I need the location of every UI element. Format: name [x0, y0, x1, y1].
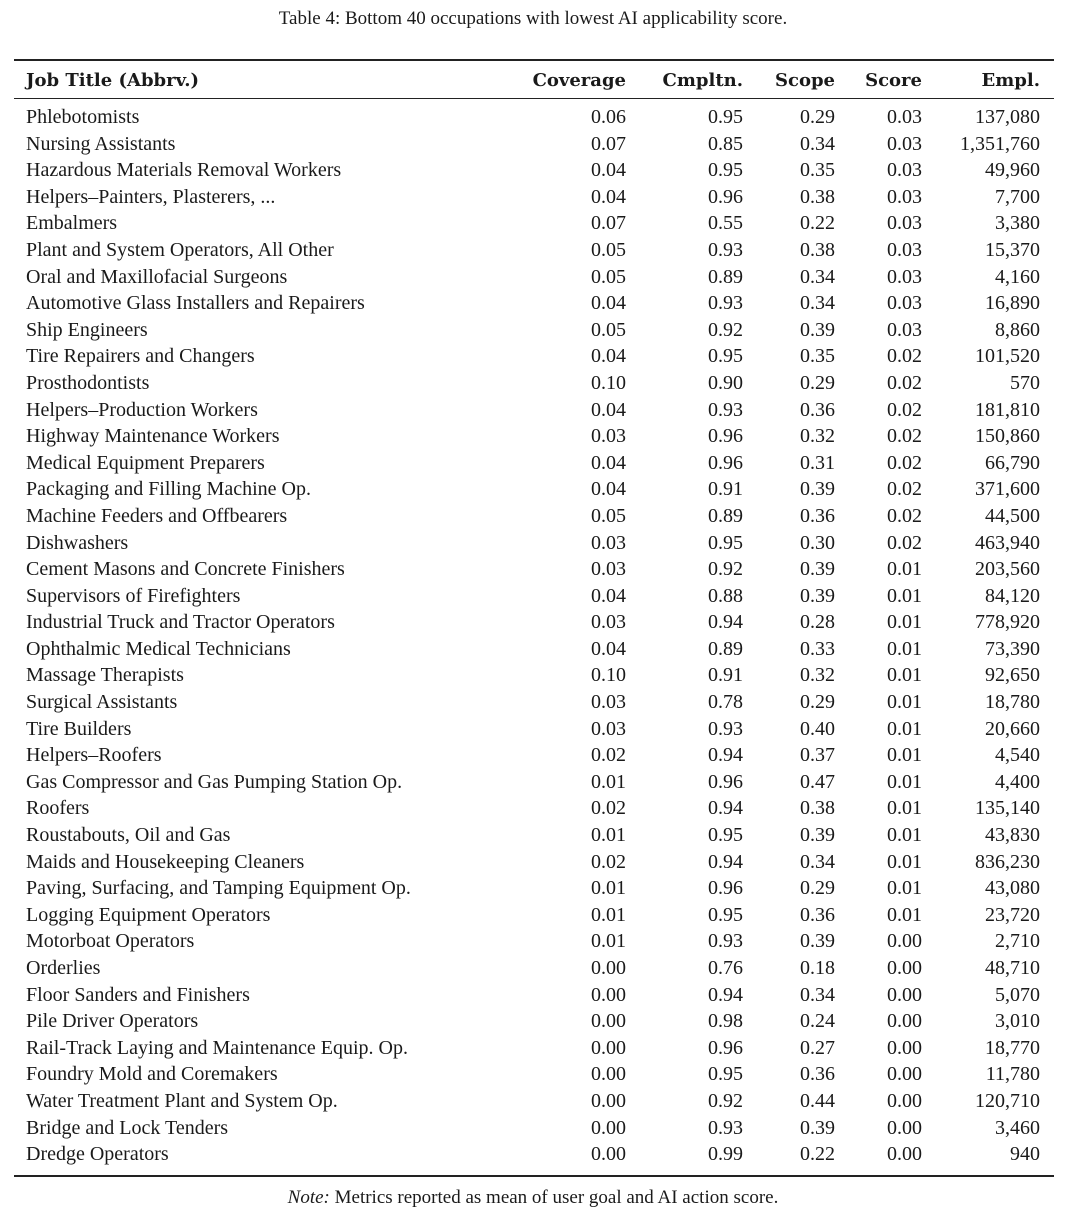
- completion-cell: 0.92: [708, 318, 743, 341]
- completion-cell: 0.95: [708, 345, 743, 368]
- job-title-cell: Orderlies: [26, 957, 101, 979]
- coverage-cell: 0.02: [591, 744, 626, 767]
- score-cell: 0.03: [887, 318, 922, 341]
- table-row: [14, 450, 1054, 477]
- completion-cell: 0.90: [708, 371, 743, 394]
- table-row: [14, 98, 1054, 131]
- note-text: Metrics reported as mean of user goal and AI action score.: [334, 1187, 779, 1208]
- table-row: [14, 131, 1054, 158]
- employment-cell: 11,780: [985, 1063, 1040, 1086]
- scope-cell: 0.35: [800, 159, 835, 182]
- job-title-cell: Machine Feeders and Offbearers: [26, 504, 288, 527]
- table-row: [14, 343, 1054, 370]
- completion-cell: 0.93: [708, 1116, 743, 1139]
- table-row: [14, 1035, 1054, 1062]
- job-title-cell: Rail-Track Laying and Maintenance Equip. Op.: [26, 1036, 408, 1059]
- completion-cell: 0.92: [708, 558, 743, 581]
- table-row: [14, 530, 1054, 557]
- job-title-cell: Massage Therapists: [26, 664, 184, 687]
- completion-cell: 0.95: [708, 824, 743, 847]
- coverage-cell: 0.05: [591, 318, 626, 341]
- job-title-cell: Helpers–Roofers: [26, 744, 162, 767]
- employment-cell: 20,660: [985, 717, 1040, 740]
- table-row: [14, 875, 1054, 902]
- coverage-cell: 0.04: [591, 584, 626, 607]
- coverage-cell: 0.00: [591, 983, 626, 1006]
- coverage-cell: 0.03: [591, 611, 626, 634]
- completion-cell: 0.94: [708, 850, 743, 873]
- table-row: [14, 1115, 1054, 1142]
- employment-cell: 73,390: [985, 637, 1040, 660]
- score-cell: 0.03: [887, 265, 922, 288]
- completion-cell: 0.96: [708, 425, 743, 448]
- scope-cell: 0.29: [800, 691, 835, 714]
- scope-cell: 0.35: [800, 345, 835, 368]
- bottom-rule: [14, 1175, 1054, 1177]
- completion-cell: 0.94: [708, 611, 743, 634]
- score-cell: 0.01: [887, 903, 922, 926]
- employment-cell: 44,500: [985, 504, 1040, 527]
- scope-cell: 0.18: [800, 957, 835, 979]
- score-cell: 0.02: [887, 478, 922, 501]
- job-title-cell: Bridge and Lock Tenders: [26, 1116, 229, 1139]
- completion-cell: 0.96: [708, 451, 743, 474]
- scope-cell: 0.33: [800, 637, 835, 660]
- employment-cell: 49,960: [985, 159, 1040, 182]
- job-title-cell: Medical Equipment Preparers: [26, 451, 265, 474]
- scope-cell: 0.36: [800, 1063, 835, 1086]
- coverage-cell: 0.04: [591, 398, 626, 421]
- score-cell: 0.00: [887, 1010, 922, 1033]
- coverage-cell: 0.04: [591, 292, 626, 315]
- table-row: [14, 689, 1054, 716]
- employment-cell: 371,600: [975, 478, 1040, 501]
- score-cell: 0.02: [887, 504, 922, 527]
- table-row: [14, 1141, 1054, 1168]
- score-cell: 0.01: [887, 691, 922, 714]
- completion-cell: 0.93: [708, 398, 743, 421]
- score-cell: 0.03: [887, 292, 922, 315]
- job-title-cell: Prosthodontists: [26, 371, 150, 394]
- completion-cell: 0.78: [708, 691, 743, 714]
- scope-cell: 0.40: [800, 717, 835, 740]
- header-job-title: Job Title (Abbrv.): [26, 69, 200, 91]
- header-employment: Empl.: [981, 69, 1040, 91]
- table-row: [14, 237, 1054, 264]
- completion-cell: 0.98: [708, 1010, 743, 1033]
- coverage-cell: 0.02: [591, 850, 626, 873]
- scope-cell: 0.37: [800, 744, 835, 767]
- employment-cell: 18,770: [985, 1036, 1040, 1059]
- coverage-cell: 0.01: [591, 770, 626, 793]
- job-title-cell: Paving, Surfacing, and Tamping Equipment Op.: [26, 877, 411, 900]
- table-row: [14, 184, 1054, 211]
- table-row: [14, 157, 1054, 184]
- employment-cell: 43,830: [985, 824, 1040, 847]
- score-cell: 0.03: [887, 159, 922, 182]
- employment-cell: 48,710: [985, 957, 1040, 979]
- completion-cell: 0.93: [708, 292, 743, 315]
- table-row: [14, 210, 1054, 237]
- score-cell: 0.02: [887, 425, 922, 448]
- table-row: [14, 982, 1054, 1009]
- top-rule: [14, 59, 1054, 61]
- coverage-cell: 0.05: [591, 238, 626, 261]
- table-row: [14, 769, 1054, 796]
- table-row: [14, 317, 1054, 344]
- coverage-cell: 0.04: [591, 637, 626, 660]
- table-row: [14, 1061, 1054, 1088]
- scope-cell: 0.29: [800, 371, 835, 394]
- job-title-cell: Motorboat Operators: [26, 930, 195, 953]
- score-cell: 0.01: [887, 770, 922, 793]
- scope-cell: 0.36: [800, 504, 835, 527]
- score-cell: 0.02: [887, 345, 922, 368]
- job-title-cell: Surgical Assistants: [26, 691, 178, 714]
- completion-cell: 0.96: [708, 1036, 743, 1059]
- completion-cell: 0.85: [708, 132, 743, 155]
- table-row: [14, 476, 1054, 503]
- job-title-cell: Ship Engineers: [26, 318, 148, 341]
- coverage-cell: 0.04: [591, 185, 626, 208]
- table-row: [14, 795, 1054, 822]
- scope-cell: 0.47: [800, 770, 835, 793]
- score-cell: 0.02: [887, 451, 922, 474]
- table-caption: Table 4: Bottom 40 occupations with lowest AI applicability score.: [278, 8, 788, 29]
- completion-cell: 0.89: [708, 265, 743, 288]
- coverage-cell: 0.02: [591, 797, 626, 820]
- scope-cell: 0.30: [800, 531, 835, 554]
- scope-cell: 0.38: [800, 185, 835, 208]
- employment-cell: 92,650: [985, 664, 1040, 687]
- scope-cell: 0.34: [800, 265, 835, 288]
- score-cell: 0.01: [887, 797, 922, 820]
- employment-cell: 4,540: [995, 744, 1040, 767]
- table-row: [14, 290, 1054, 317]
- coverage-cell: 0.06: [591, 106, 626, 128]
- scope-cell: 0.39: [800, 1116, 835, 1139]
- score-cell: 0.03: [887, 212, 922, 235]
- coverage-cell: 0.04: [591, 478, 626, 501]
- table-row: [14, 583, 1054, 610]
- coverage-cell: 0.01: [591, 877, 626, 900]
- header-score: Score: [865, 69, 922, 91]
- completion-cell: 0.95: [708, 903, 743, 926]
- employment-cell: 23,720: [985, 903, 1040, 926]
- employment-cell: 16,890: [985, 292, 1040, 315]
- completion-cell: 0.96: [708, 185, 743, 208]
- job-title-cell: Dredge Operators: [26, 1143, 169, 1166]
- coverage-cell: 0.10: [591, 371, 626, 394]
- table-row: [14, 423, 1054, 450]
- scope-cell: 0.44: [800, 1089, 835, 1112]
- coverage-cell: 0.03: [591, 691, 626, 714]
- completion-cell: 0.91: [708, 478, 743, 501]
- job-title-cell: Nursing Assistants: [26, 132, 176, 155]
- employment-cell: 1,351,760: [960, 132, 1040, 155]
- completion-cell: 0.96: [708, 877, 743, 900]
- scope-cell: 0.34: [800, 983, 835, 1006]
- employment-cell: 940: [1010, 1143, 1040, 1166]
- employment-cell: 101,520: [975, 345, 1040, 368]
- coverage-cell: 0.01: [591, 930, 626, 953]
- completion-cell: 0.88: [708, 584, 743, 607]
- table-body: [14, 98, 1054, 1168]
- employment-cell: 84,120: [985, 584, 1040, 607]
- table-row: [14, 609, 1054, 636]
- job-title-cell: Pile Driver Operators: [26, 1010, 199, 1033]
- job-title-cell: Foundry Mold and Coremakers: [26, 1063, 278, 1086]
- scope-cell: 0.39: [800, 478, 835, 501]
- coverage-cell: 0.03: [591, 717, 626, 740]
- table-note: [0, 1187, 1066, 1209]
- scope-cell: 0.22: [800, 1143, 835, 1166]
- score-cell: 0.01: [887, 664, 922, 687]
- employment-cell: 3,380: [995, 212, 1040, 235]
- employment-cell: 43,080: [985, 877, 1040, 900]
- completion-cell: 0.93: [708, 930, 743, 953]
- scope-cell: 0.36: [800, 398, 835, 421]
- job-title-cell: Packaging and Filling Machine Op.: [26, 478, 311, 501]
- employment-cell: 120,710: [975, 1089, 1040, 1112]
- table-row: [14, 1008, 1054, 1035]
- job-title-cell: Embalmers: [26, 212, 118, 235]
- job-title-cell: Maids and Housekeeping Cleaners: [26, 850, 305, 873]
- scope-cell: 0.32: [800, 664, 835, 687]
- employment-cell: 203,560: [975, 558, 1040, 581]
- table-row: [14, 370, 1054, 397]
- scope-cell: 0.34: [800, 132, 835, 155]
- table-row: [14, 662, 1054, 689]
- score-cell: 0.03: [887, 185, 922, 208]
- header-row: [14, 62, 1054, 98]
- table-row: [14, 742, 1054, 769]
- job-title-cell: Roustabouts, Oil and Gas: [26, 824, 231, 847]
- completion-cell: 0.92: [708, 1089, 743, 1112]
- occupations-table: [14, 62, 1054, 1168]
- scope-cell: 0.39: [800, 584, 835, 607]
- coverage-cell: 0.01: [591, 903, 626, 926]
- completion-cell: 0.89: [708, 637, 743, 660]
- score-cell: 0.01: [887, 637, 922, 660]
- job-title-cell: Ophthalmic Medical Technicians: [26, 637, 291, 660]
- scope-cell: 0.29: [800, 877, 835, 900]
- scope-cell: 0.38: [800, 797, 835, 820]
- score-cell: 0.01: [887, 824, 922, 847]
- job-title-cell: Plant and System Operators, All Other: [26, 238, 334, 261]
- job-title-cell: Dishwashers: [26, 531, 129, 554]
- scope-cell: 0.36: [800, 903, 835, 926]
- completion-cell: 0.95: [708, 531, 743, 554]
- employment-cell: 463,940: [975, 531, 1040, 554]
- completion-cell: 0.95: [708, 106, 743, 128]
- table-row: [14, 556, 1054, 583]
- score-cell: 0.00: [887, 957, 922, 979]
- completion-cell: 0.99: [708, 1143, 743, 1166]
- coverage-cell: 0.00: [591, 1036, 626, 1059]
- header-coverage: Coverage: [532, 69, 626, 91]
- table-row: [14, 849, 1054, 876]
- score-cell: 0.00: [887, 983, 922, 1006]
- score-cell: 0.01: [887, 558, 922, 581]
- completion-cell: 0.95: [708, 1063, 743, 1086]
- score-cell: 0.03: [887, 106, 922, 128]
- coverage-cell: 0.03: [591, 531, 626, 554]
- job-title-cell: Helpers–Painters, Plasterers, ...: [26, 185, 276, 208]
- employment-cell: 836,230: [975, 850, 1040, 873]
- employment-cell: 778,920: [975, 611, 1040, 634]
- job-title-cell: Automotive Glass Installers and Repairers: [26, 292, 365, 315]
- job-title-cell: Industrial Truck and Tractor Operators: [26, 611, 335, 634]
- employment-cell: 135,140: [975, 797, 1040, 820]
- scope-cell: 0.32: [800, 425, 835, 448]
- table-row: [14, 822, 1054, 849]
- employment-cell: 150,860: [975, 425, 1040, 448]
- score-cell: 0.00: [887, 1036, 922, 1059]
- scope-cell: 0.39: [800, 930, 835, 953]
- scope-cell: 0.24: [800, 1010, 835, 1033]
- coverage-cell: 0.00: [591, 1010, 626, 1033]
- employment-cell: 3,460: [995, 1116, 1040, 1139]
- score-cell: 0.01: [887, 877, 922, 900]
- score-cell: 0.01: [887, 611, 922, 634]
- table-row: [14, 928, 1054, 955]
- scope-cell: 0.22: [800, 212, 835, 235]
- coverage-cell: 0.04: [591, 159, 626, 182]
- job-title-cell: Roofers: [26, 797, 90, 820]
- score-cell: 0.02: [887, 371, 922, 394]
- job-title-cell: Floor Sanders and Finishers: [26, 983, 250, 1006]
- job-title-cell: Cement Masons and Concrete Finishers: [26, 558, 345, 581]
- score-cell: 0.00: [887, 1063, 922, 1086]
- table-row: [14, 955, 1054, 982]
- completion-cell: 0.96: [708, 770, 743, 793]
- coverage-cell: 0.03: [591, 558, 626, 581]
- scope-cell: 0.39: [800, 824, 835, 847]
- table-row: [14, 1088, 1054, 1115]
- score-cell: 0.00: [887, 1116, 922, 1139]
- job-title-cell: Supervisors of Firefighters: [26, 584, 241, 607]
- job-title-cell: Logging Equipment Operators: [26, 903, 271, 926]
- table-row: [14, 902, 1054, 929]
- score-cell: 0.02: [887, 531, 922, 554]
- completion-cell: 0.93: [708, 238, 743, 261]
- employment-cell: 570: [1010, 371, 1040, 394]
- header-scope: Scope: [774, 69, 835, 91]
- coverage-cell: 0.00: [591, 1143, 626, 1166]
- completion-cell: 0.91: [708, 664, 743, 687]
- completion-cell: 0.93: [708, 717, 743, 740]
- completion-cell: 0.55: [708, 212, 743, 235]
- job-title-cell: Oral and Maxillofacial Surgeons: [26, 265, 288, 288]
- coverage-cell: 0.04: [591, 451, 626, 474]
- scope-cell: 0.34: [800, 850, 835, 873]
- table-row: [14, 636, 1054, 663]
- note-label: Note:: [287, 1187, 330, 1208]
- employment-cell: 5,070: [995, 983, 1040, 1006]
- employment-cell: 15,370: [985, 238, 1040, 261]
- job-title-cell: Highway Maintenance Workers: [26, 425, 280, 448]
- completion-cell: 0.94: [708, 797, 743, 820]
- job-title-cell: Helpers–Production Workers: [26, 398, 258, 421]
- coverage-cell: 0.05: [591, 504, 626, 527]
- table-row: [14, 503, 1054, 530]
- scope-cell: 0.38: [800, 238, 835, 261]
- score-cell: 0.03: [887, 238, 922, 261]
- score-cell: 0.01: [887, 850, 922, 873]
- scope-cell: 0.28: [800, 611, 835, 634]
- header-completion: Cmpltn.: [662, 69, 743, 91]
- coverage-cell: 0.00: [591, 1063, 626, 1086]
- employment-cell: 7,700: [995, 185, 1040, 208]
- score-cell: 0.02: [887, 398, 922, 421]
- coverage-cell: 0.00: [591, 1116, 626, 1139]
- job-title-cell: Gas Compressor and Gas Pumping Station Op.: [26, 770, 403, 793]
- coverage-cell: 0.03: [591, 425, 626, 448]
- completion-cell: 0.89: [708, 504, 743, 527]
- job-title-cell: Hazardous Materials Removal Workers: [26, 159, 342, 182]
- table-row: [14, 397, 1054, 424]
- coverage-cell: 0.07: [591, 212, 626, 235]
- completion-cell: 0.94: [708, 744, 743, 767]
- coverage-cell: 0.01: [591, 824, 626, 847]
- job-title-cell: Water Treatment Plant and System Op.: [26, 1089, 338, 1112]
- job-title-cell: Tire Repairers and Changers: [26, 345, 255, 368]
- completion-cell: 0.95: [708, 159, 743, 182]
- employment-cell: 137,080: [975, 106, 1040, 128]
- employment-cell: 18,780: [985, 691, 1040, 714]
- score-cell: 0.00: [887, 930, 922, 953]
- job-title-cell: Tire Builders: [26, 717, 132, 740]
- employment-cell: 181,810: [975, 398, 1040, 421]
- table-row: [14, 264, 1054, 291]
- score-cell: 0.01: [887, 717, 922, 740]
- employment-cell: 4,400: [995, 770, 1040, 793]
- scope-cell: 0.39: [800, 558, 835, 581]
- employment-cell: 66,790: [985, 451, 1040, 474]
- scope-cell: 0.29: [800, 106, 835, 128]
- employment-cell: 8,860: [995, 318, 1040, 341]
- completion-cell: 0.76: [708, 957, 743, 979]
- completion-cell: 0.94: [708, 983, 743, 1006]
- employment-cell: 4,160: [995, 265, 1040, 288]
- coverage-cell: 0.05: [591, 265, 626, 288]
- employment-cell: 3,010: [995, 1010, 1040, 1033]
- table-row: [14, 716, 1054, 743]
- scope-cell: 0.31: [800, 451, 835, 474]
- score-cell: 0.01: [887, 744, 922, 767]
- scope-cell: 0.27: [800, 1036, 835, 1059]
- coverage-cell: 0.04: [591, 345, 626, 368]
- coverage-cell: 0.00: [591, 1089, 626, 1112]
- employment-cell: 2,710: [995, 930, 1040, 953]
- score-cell: 0.01: [887, 584, 922, 607]
- coverage-cell: 0.10: [591, 664, 626, 687]
- score-cell: 0.00: [887, 1143, 922, 1166]
- scope-cell: 0.39: [800, 318, 835, 341]
- coverage-cell: 0.07: [591, 132, 626, 155]
- scope-cell: 0.34: [800, 292, 835, 315]
- score-cell: 0.00: [887, 1089, 922, 1112]
- coverage-cell: 0.00: [591, 957, 626, 979]
- job-title-cell: Phlebotomists: [26, 106, 140, 128]
- score-cell: 0.03: [887, 132, 922, 155]
